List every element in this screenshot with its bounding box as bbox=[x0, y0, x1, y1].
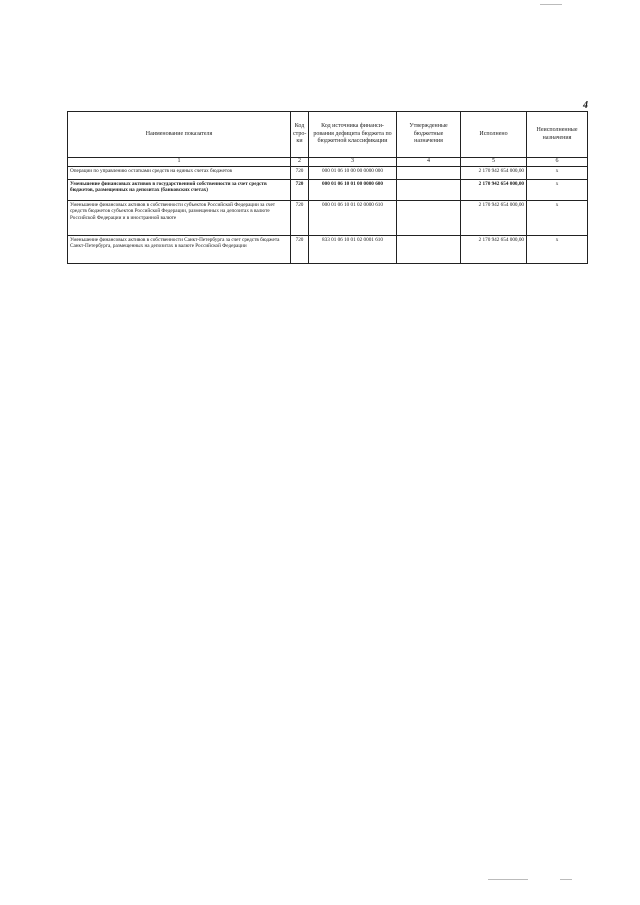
row-source-code: 000 01 06 10 00 00 0000 000 bbox=[309, 166, 397, 179]
row-indicator-name: Уменьшение финансовых активов в государственной собственности за счет средств бюджетов, размещенных на депозитах (банковских счетах) bbox=[68, 179, 291, 200]
column-number: 5 bbox=[461, 158, 527, 167]
header-executed: Исполнено bbox=[461, 112, 527, 158]
row-executed: 2 170 942 654 000,00 bbox=[461, 235, 527, 263]
table-row bbox=[68, 235, 588, 263]
table-row bbox=[68, 200, 588, 235]
column-number: 6 bbox=[527, 158, 588, 167]
row-approved bbox=[397, 200, 461, 235]
header-approved: Утвержденные бюджетные назначения bbox=[397, 112, 461, 158]
row-unexecuted: x bbox=[527, 200, 588, 235]
table-row bbox=[68, 166, 588, 179]
row-unexecuted: x bbox=[527, 166, 588, 179]
scan-artifact bbox=[488, 879, 528, 880]
row-unexecuted: x bbox=[527, 179, 588, 200]
row-source-code: 833 01 06 10 01 02 0001 610 bbox=[309, 235, 397, 263]
row-line-code: 720 bbox=[291, 179, 309, 200]
page-number: 4 bbox=[583, 100, 588, 111]
row-source-code: 000 01 06 10 01 00 0000 600 bbox=[309, 179, 397, 200]
row-approved bbox=[397, 179, 461, 200]
header-indicator-name: Наименование показателя bbox=[68, 112, 291, 158]
header-unexecuted: Неисполненные назначения bbox=[527, 112, 588, 158]
column-number-row bbox=[68, 158, 588, 167]
row-executed: 2 170 942 654 000,00 bbox=[461, 166, 527, 179]
row-line-code: 720 bbox=[291, 235, 309, 263]
row-approved bbox=[397, 235, 461, 263]
column-number: 4 bbox=[397, 158, 461, 167]
row-executed: 2 170 942 654 000,00 bbox=[461, 200, 527, 235]
scan-artifact bbox=[540, 4, 562, 5]
row-indicator-name: Операции по управлению остатками средств на единых счетах бюджетов bbox=[68, 166, 291, 179]
row-line-code: 720 bbox=[291, 166, 309, 179]
column-number: 3 bbox=[309, 158, 397, 167]
row-approved bbox=[397, 166, 461, 179]
table-header-row bbox=[68, 112, 588, 158]
row-unexecuted: x bbox=[527, 235, 588, 263]
header-source-code: Код источника финанси-рования дефицита бюджета по бюджетной классификации bbox=[309, 112, 397, 158]
column-number: 1 bbox=[68, 158, 291, 167]
row-indicator-name: Уменьшение финансовых активов в собственности субъектов Российской Федерации за счет средств бюджетов субъектов Российской Федерации, размещенных на депозитах в валюте Российской Федерации и в иностранной валюте bbox=[68, 200, 291, 235]
row-source-code: 000 01 06 10 01 02 0000 610 bbox=[309, 200, 397, 235]
row-indicator-name: Уменьшение финансовых активов в собственности Санкт-Петербурга за счет средств бюджета Санкт-Петербурга, размещенных на депозитах в валюте Российской Федерации bbox=[68, 235, 291, 263]
row-executed: 2 170 942 654 000,00 bbox=[461, 179, 527, 200]
column-number: 2 bbox=[291, 158, 309, 167]
row-line-code: 720 bbox=[291, 200, 309, 235]
table-row bbox=[68, 179, 588, 200]
header-line-code: Код стро-ки bbox=[291, 112, 309, 158]
scan-artifact bbox=[560, 879, 572, 880]
report-table bbox=[67, 111, 588, 264]
